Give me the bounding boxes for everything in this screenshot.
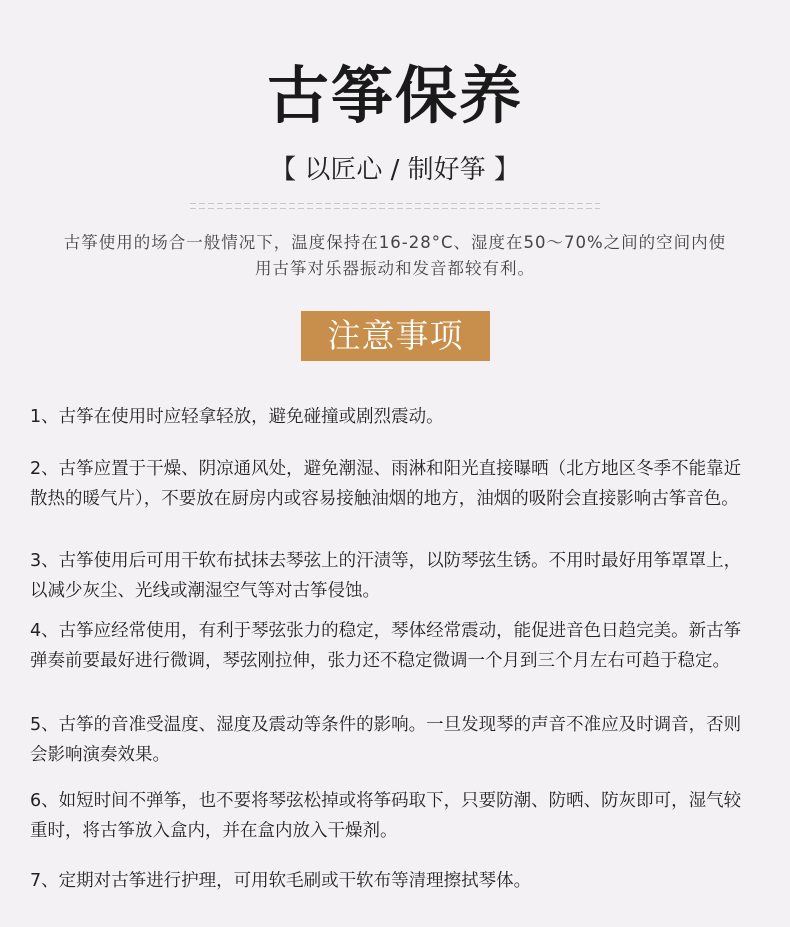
page-title: 古筝保养 <box>266 59 523 132</box>
subtitle: 【 以匠心 / 制好筝 】 <box>270 155 520 185</box>
list-item: 2、古筝应置于干燥、阴凉通风处，避免潮湿、雨淋和阳光直接曝晒（北方地区冬季不能靠近散热的暖气片），不要放在厨房内或容易接触油烟的地方，油烟的吸附会直接影响古筝音色。 <box>30 459 742 509</box>
notice-heading: 注意事项 <box>301 311 490 361</box>
list-item: 3、古筝使用后可用干软布拭抹去琴弦上的汗渍等，以防琴弦生锈。不用时最好用筝罩罩上，以减少灰尘、光线或潮湿空气等对古筝侵蚀。 <box>30 551 742 601</box>
list-item: 4、古筝应经常使用，有利于琴弦张力的稳定，琴体经常震动，能促进音色日趋完美。新古筝弹奏前要最好进行微调，琴弦刚拉伸，张力还不稳定微调一个月到三个月左右可趋于稳定。 <box>30 621 742 671</box>
list-item: 6、如短时间不弹筝，也不要将琴弦松掉或将筝码取下，只要防潮、防晒、防灰即可，湿气较重时，将古筝放入盒内，并在盒内放入干燥剂。 <box>30 791 742 841</box>
decorative-fine-lines <box>190 199 600 215</box>
list-item: 5、古筝的音准受温度、湿度及震动等条件的影响。一旦发现琴的声音不准应及时调音，否则会影响演奏效果。 <box>30 715 742 765</box>
list-item: 1、古筝在使用时应轻拿轻放，避免碰撞或剧烈震动。 <box>30 407 444 427</box>
list-item: 7、定期对古筝进行护理，可用软毛刷或干软布等清理擦拭琴体。 <box>30 871 532 891</box>
intro-paragraph: 古筝使用的场合一般情况下，温度保持在16-28°C、湿度在50～70%之间的空间内使用古筝对乐器振动和发音都较有利。 <box>63 233 727 278</box>
